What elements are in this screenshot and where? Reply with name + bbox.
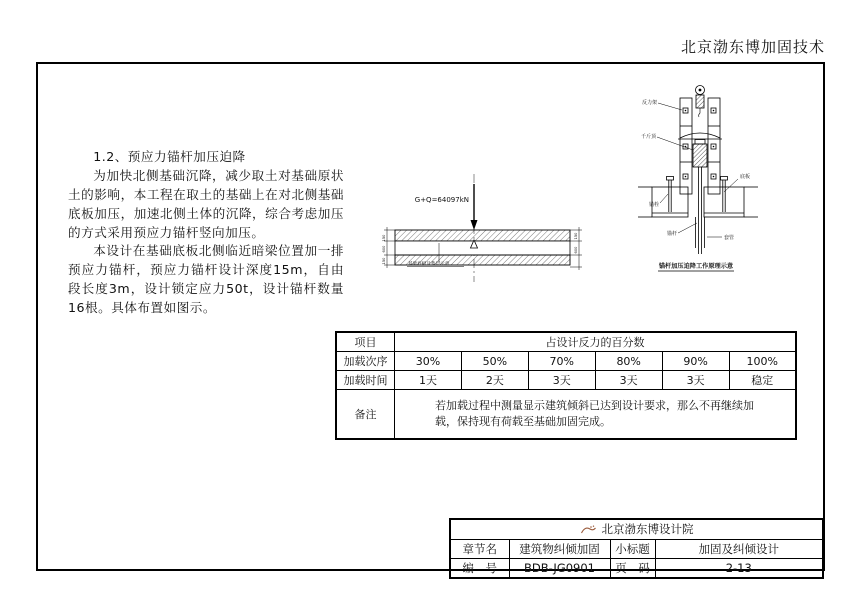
table-header-span: 占设计反力的百分数 [395,332,797,352]
beam-section-drawing [342,170,627,295]
remark-label: 备注 [336,390,395,440]
load-arrow [471,184,478,230]
section-title: 1.2、预应力锚杆加压迫降 [93,149,246,164]
table-row [336,371,796,390]
title-block-row [450,540,823,559]
table-header-item: 项目 [336,332,395,352]
rod-label: 锚杆 [666,231,677,237]
remark-text: 若加载过程中测量显示建筑倾斜已达到设计要求，那么不再继续加载，保持现有荷载至基础加固完成。 [395,390,797,440]
field-value-subtitle: 加固及纠倾设计 [655,540,823,559]
title-block-row [450,519,823,540]
loading-schedule-table [335,331,797,440]
title-block-row [450,559,823,579]
slab-label: 底板 [740,174,751,180]
row-label: 加载次序 [336,352,395,371]
field-value-number: BDB-JG0901 [509,559,610,579]
casing-label: 套管 [724,235,735,241]
jack-cylinder [693,144,707,167]
table-cell: 70% [528,352,595,371]
table-cell: 30% [395,352,462,371]
table-cell: 80% [595,352,662,371]
dimension-label: 600 [382,245,386,253]
table-cell: 100% [729,352,796,371]
beam-web [395,241,570,255]
casing [696,217,705,248]
dimension-label: 600 [574,246,578,254]
table-cell: 3天 [595,371,662,390]
field-value-page: 2-13 [655,559,823,579]
page-frame [36,62,825,575]
row-label: 加载时间 [336,371,395,390]
dimension-label: 150 [382,257,386,265]
title-block [449,518,824,579]
reaction-frame-label: 反力架 [641,100,657,106]
section-text [68,148,344,318]
institute-cell [450,519,823,540]
jack-assembly-drawing [608,82,818,282]
load-label: G+Q=64097kN [414,196,469,204]
drawing-caption: 锚杆加压迫降工作原理示意 [658,263,734,270]
table-cell: 1天 [395,371,462,390]
dimension-label: 150 [574,232,578,240]
table-row [336,352,796,371]
section-paragraph-2: 本设计在基础底板北侧临近暗梁位置加一排预应力锚杆，预应力锚杆设计深度15m，自由段长度3m，设计锁定应力50t，设计锚杆数量16根。具体布置如图示。 [68,243,344,316]
anchor-seat [678,133,722,144]
beam-top-slab [395,230,570,241]
table-cell: 2天 [461,371,528,390]
table-row [336,390,796,440]
company-logo-icon [580,524,597,535]
field-label-chapter: 章节名 [450,540,509,559]
company-header: 北京渤东博加固技术 [680,38,825,56]
anchor-rod [699,167,702,254]
bolt-label: 锚栓 [648,202,659,208]
field-value-chapter: 建筑物纠倾加固 [509,540,610,559]
section-paragraph-1: 为加快北侧基础沉降，减少取土对基础原状土的影响，本工程在取土的基础上在对北侧基础底板加压，加速北侧土体的沉降，综合考虑加压的方式采用预应力锚杆竖向加压。 [68,167,344,240]
institute-name: 北京渤东博设计院 [601,522,694,537]
table-cell: 3天 [528,371,595,390]
table-cell: 稳定 [729,371,796,390]
table-cell: 50% [461,352,528,371]
dimension-label: 150 [382,234,386,242]
jack-label: 千斤顶 [640,134,656,140]
pump-body [696,95,704,108]
field-label-subtitle: 小标题 [610,540,655,559]
table-cell: 90% [662,352,729,371]
field-label-number: 编 号 [450,559,509,579]
leader-label: 基础底板及垫层示意 [408,262,450,267]
field-label-page: 页 码 [610,559,655,579]
table-cell: 3天 [662,371,729,390]
table-row [336,332,796,352]
